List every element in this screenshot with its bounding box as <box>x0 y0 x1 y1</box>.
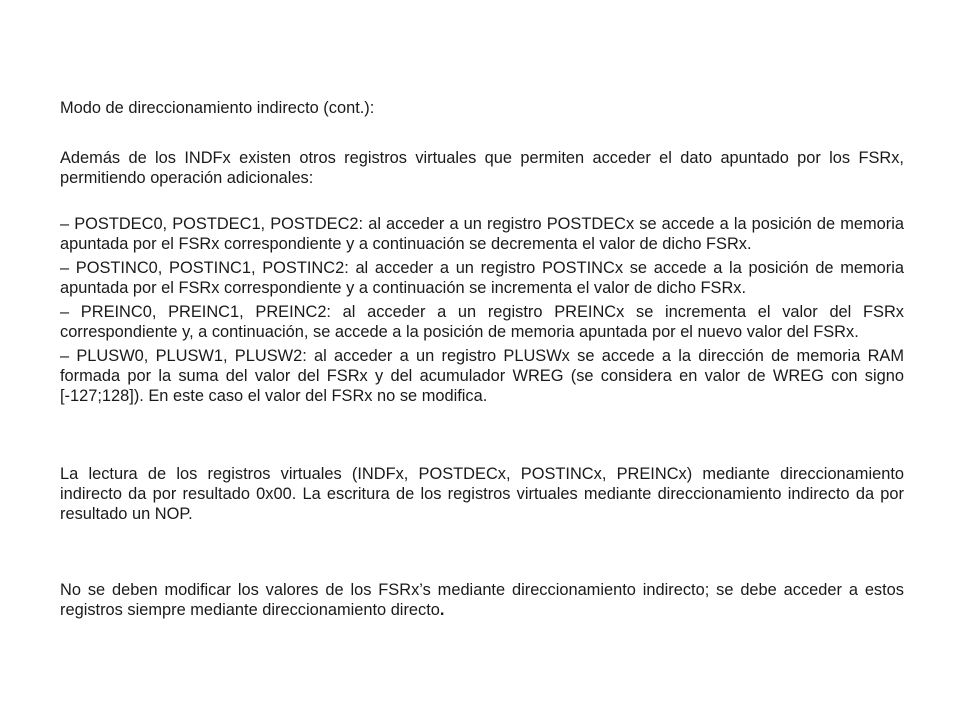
slide-heading: Modo de direccionamiento indirecto (cont.): <box>60 99 375 117</box>
list-item-postinc: – POSTINC0, POSTINC1, POSTINC2: al acceder a un registro POSTINCx se accede a la posición de memoria apuntada por el FSRx correspondiente y a continuación se incrementa el valor de dicho FSRx. <box>60 259 904 297</box>
register-list <box>60 214 904 410</box>
read-write-note: La lectura de los registros virtuales (INDFx, POSTDECx, POSTINCx, PREINCx) mediante direccionamiento indirecto da por resultado 0x00. La escritura de los registros virtuales mediante direccionamiento indirecto da por resultado un NOP. <box>60 465 904 523</box>
intro-paragraph: Además de los INDFx existen otros registros virtuales que permiten acceder el dato apuntado por los FSRx, permitiendo operación adicionales: <box>60 149 904 187</box>
list-item-postdec: – POSTDEC0, POSTDEC1, POSTDEC2: al acceder a un registro POSTDECx se accede a la posición de memoria apuntada por el FSRx correspondiente y a continuación se decrementa el valor de dicho FSRx. <box>60 215 904 253</box>
fsr-note <box>60 580 904 620</box>
list-item-preinc: – PREINC0, PREINC1, PREINC2: al acceder a un registro PREINCx se incrementa el valor del FSRx correspondiente y, a continuación, se accede a la posición de memoria apuntada por el nuevo valor del FSRx. <box>60 303 904 341</box>
slide <box>60 0 904 720</box>
list-item-plusw: – PLUSW0, PLUSW1, PLUSW2: al acceder a un registro PLUSWx se accede a la dirección de memoria RAM formada por la suma del valor del FSRx y del acumulador WREG (se considera en valor de WREG con signo [-127;128]). En este caso el valor del FSRx no se modifica. <box>60 347 904 405</box>
fsr-note-period: . <box>439 601 445 619</box>
fsr-note-text: No se deben modificar los valores de los FSRx’s mediante direccionamiento indirecto; se debe acceder a estos registros siempre mediante direccionamiento directo <box>60 581 904 619</box>
